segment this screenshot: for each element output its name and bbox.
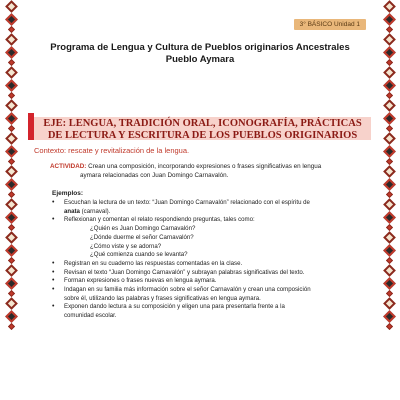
aymara-pattern-border-left	[4, 0, 18, 400]
question-item: ¿Quién es Juan Domingo Carnavalón?	[90, 225, 196, 233]
diamond-motif-icon	[5, 145, 18, 158]
diamond-motif-icon	[383, 13, 396, 26]
diamond-motif-icon	[383, 198, 396, 211]
eje-heading-line2: DE LECTURA Y ESCRITURA DE LOS PUEBLOS ORIGINARIOS	[47, 130, 358, 141]
list-item-text: comunidad escolar.	[64, 312, 117, 320]
activity-text-line2: aymara relacionadas con Juan Domingo Carnavalón.	[80, 171, 229, 179]
list-item	[52, 216, 352, 225]
examples-label: Ejemplos:	[52, 190, 84, 197]
diamond-motif-icon	[5, 132, 18, 145]
program-title-line1: Programa de Lengua y Cultura de Pueblos originarios Ancestrales	[50, 42, 350, 53]
activity-label: ACTIVIDAD:	[50, 163, 87, 170]
diamond-motif-icon	[5, 99, 18, 112]
diamond-motif-icon	[383, 99, 396, 112]
diamond-motif-icon	[383, 145, 396, 158]
keyword-anata: anata	[64, 207, 80, 215]
diamond-motif-icon	[383, 46, 396, 59]
list-item: • Registran en su cuaderno las respuestas comentadas en la clase.	[52, 260, 352, 269]
diamond-motif-icon	[5, 198, 18, 211]
diamond-motif-icon	[383, 264, 396, 277]
diamond-motif-icon	[383, 277, 396, 290]
list-item	[52, 286, 352, 303]
list-item-text: • Escuchan la lectura de un texto: “Juan Domingo Carnavalón” relacionado con el espíritu de	[64, 199, 310, 206]
eje-heading	[36, 118, 369, 142]
diamond-motif-icon	[385, 323, 392, 330]
diamond-motif-icon	[383, 231, 396, 244]
list-item	[52, 303, 352, 320]
diamond-motif-icon	[5, 0, 18, 13]
diamond-motif-icon	[5, 310, 18, 323]
diamond-motif-icon	[5, 165, 18, 178]
eje-heading-line1: EJE: LENGUA, TRADICIÓN ORAL, ICONOGRAFÍA, PRÁCTICAS	[43, 118, 362, 129]
diamond-motif-icon	[5, 46, 18, 59]
list-item	[52, 199, 352, 216]
diamond-motif-icon	[5, 13, 18, 26]
list-item: • Forman expresiones o frases nuevas en lengua aymara.	[52, 277, 352, 286]
diamond-motif-icon	[5, 297, 18, 310]
diamond-motif-icon	[383, 178, 396, 191]
activity-text-line1: Crean una composición, incorporando expresiones o frases significativas en lengua	[88, 163, 322, 170]
diamond-motif-icon	[5, 277, 18, 290]
question-item: ¿Cómo viste y se adorna?	[90, 242, 162, 250]
diamond-motif-icon	[383, 244, 396, 257]
diamond-motif-icon	[5, 66, 18, 79]
list-item-text: • Indagan en su familia más información sobre el señor Carnavalón y crean una composición	[64, 286, 311, 294]
program-title-line2: Pueblo Aymara	[165, 54, 235, 65]
diamond-motif-icon	[7, 323, 14, 330]
diamond-motif-icon	[5, 33, 18, 46]
diamond-motif-icon	[383, 33, 396, 46]
examples-list	[52, 199, 352, 321]
diamond-motif-icon	[383, 79, 396, 92]
eje-accent-bar	[28, 113, 34, 140]
diamond-motif-icon	[383, 0, 396, 13]
list-item-text: • Reflexionan y comentan el relato respondiendo preguntas, tales como:	[64, 216, 255, 224]
diamond-motif-icon	[5, 112, 18, 125]
question-item: ¿Dónde duerme el señor Carnavalón?	[90, 233, 194, 241]
diamond-motif-icon	[383, 310, 396, 323]
list-item: • Revisan el texto “Juan Domingo Carnavalón” y subrayan palabras significativas del texto.	[52, 269, 352, 278]
activity-block	[50, 163, 350, 180]
diamond-motif-icon	[383, 211, 396, 224]
diamond-motif-icon	[5, 178, 18, 191]
list-item-text: • Exponen dando lectura a su composición y eligen una para presentarla frente a la	[64, 303, 285, 311]
diamond-motif-icon	[5, 264, 18, 277]
diamond-motif-icon	[5, 244, 18, 257]
list-item-text: sobre él, utilizando las palabras y frases significativas en lengua aymara.	[64, 294, 261, 302]
diamond-motif-icon	[5, 79, 18, 92]
diamond-motif-icon	[383, 112, 396, 125]
list-item-text: (carnaval).	[79, 207, 111, 215]
diamond-motif-icon	[5, 231, 18, 244]
grade-badge: 3° BÁSICO Unidad 1	[294, 19, 366, 30]
diamond-motif-icon	[383, 297, 396, 310]
diamond-motif-icon	[383, 66, 396, 79]
diamond-motif-icon	[383, 165, 396, 178]
question-item: ¿Qué comienza cuando se levanta?	[90, 251, 188, 259]
aymara-pattern-border-right	[382, 0, 396, 400]
diamond-motif-icon	[383, 132, 396, 145]
program-title	[30, 42, 370, 66]
diamond-motif-icon	[5, 211, 18, 224]
context-line: Contexto: rescate y revitalización de la lengua.	[34, 146, 190, 155]
